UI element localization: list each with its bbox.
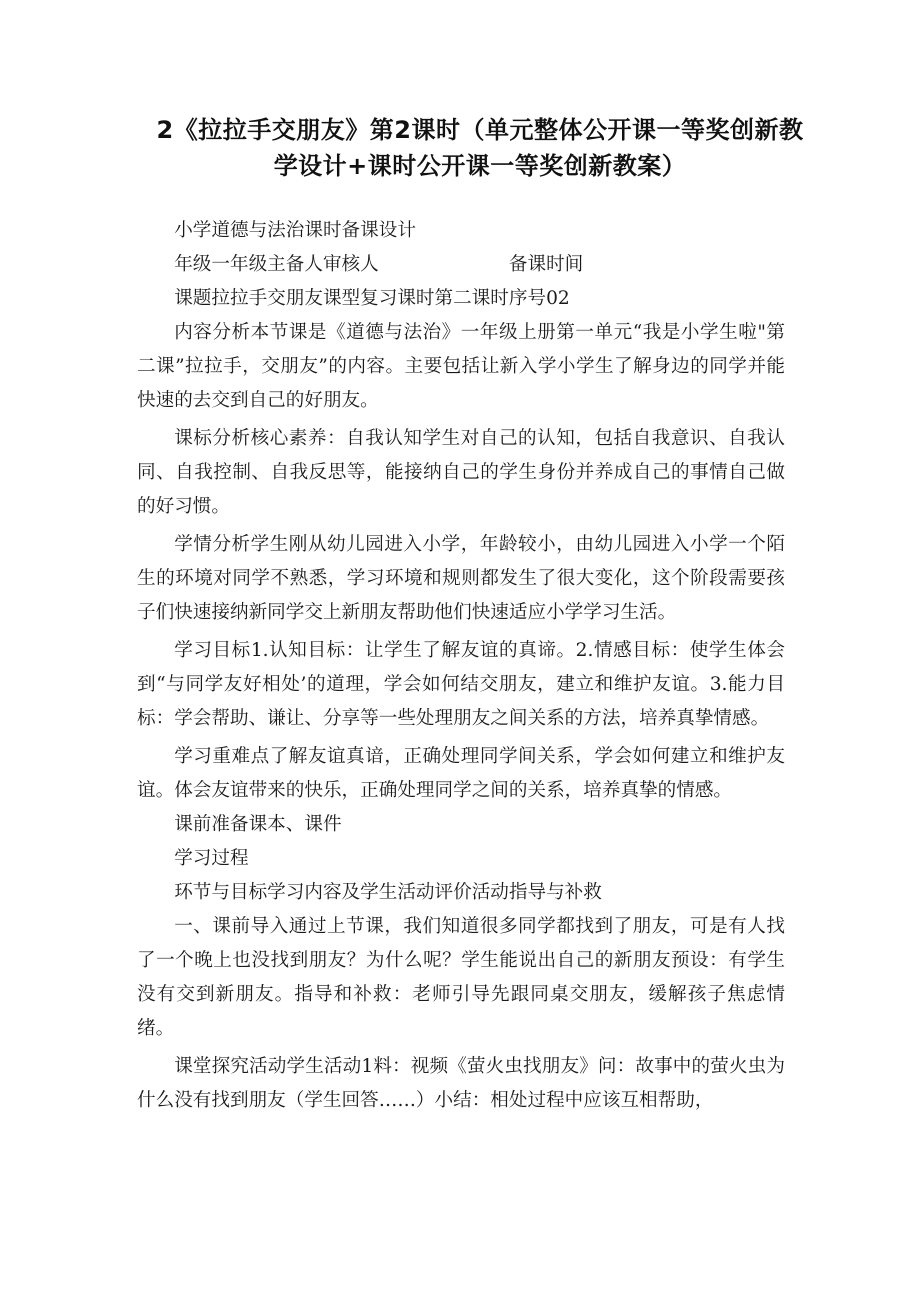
paragraph-curriculum-analysis: 课标分析核心素养：自我认知学生对自己的认知，包括自我意识、自我认同、自我控制、自我反思等，能接纳自己的学生身份并养成自己的事情自己做的好习惯。 [137,428,785,517]
paragraph-learner-analysis: 学情分析学生刚从幼儿园进入小学，年龄较小，由幼儿园进入小学一个陌生的环境对同学不熟悉，学习环境和规则都发生了很大变化，这个阶段需要孩子们快速接纳新同学交上新朋友帮助他们快速适应小学学习生活。 [137,534,785,623]
paragraph-header: 小学道德与法治课时备课设计 [174,220,416,241]
document-body [137,214,785,1118]
document-title: 2《拉拉手交朋友》第2课时（单元整体公开课一等奖创新教学设计+课时公开课一等奖创新教案） [156,116,804,180]
paragraph-stages: 环节与目标学习内容及学生活动评价活动指导与补救 [174,882,602,903]
paragraph-process: 学习过程 [174,848,249,869]
paragraph-content-analysis: 内容分析本节课是《道德与法治》一年级上册第一单元“我是小学生啦"第二课”拉拉手，交朋友”的内容。主要包括让新入学小学生了解身边的同学并能快速的去交到自己的好朋友。 [137,322,785,411]
paragraph-key-points: 学习重难点了解友谊真谙，正确处理同学间关系，学会如何建立和维护友谊。体会友谊带来的快乐，正确处理同学之间的关系，培养真挚的情感。 [137,746,785,801]
paragraph-intro: 一、课前导入通过上节课，我们知道很多同学都找到了朋友，可是有人找了一个晚上也没找到朋友？为什么呢？学生能说出自己的新朋友预设：有学生没有交到新朋友。指导和补救：老师引导先跟同桌交朋友，缓解孩子焦虑情绪。 [137,916,785,1039]
paragraph-topic: 课题拉拉手交朋友课型复习课时第二课时序号02 [174,288,570,309]
paragraph-learning-goals: 学习目标1.认知目标：让学生了解友谊的真谛。2.情感目标：使学生体会到“与同学友好相处’的道理，学会如何结交朋友，建立和维护友谊。3.能力目标：学会帮助、谦让、分享等一些处理朋友之间关系的方法，培养真挚情感。 [137,640,785,729]
paragraph-grade: 年级一年级主备人审核人 备课时间 [174,254,584,275]
paragraph-preparation: 课前准备课本、课件 [174,814,342,835]
paragraph-exploration: 课堂探究活动学生活动1料：视频《萤火虫找朋友》问：故事中的萤火虫为什么没有找到朋友（学生回答……）小结：相处过程中应该互相帮助， [137,1056,785,1111]
